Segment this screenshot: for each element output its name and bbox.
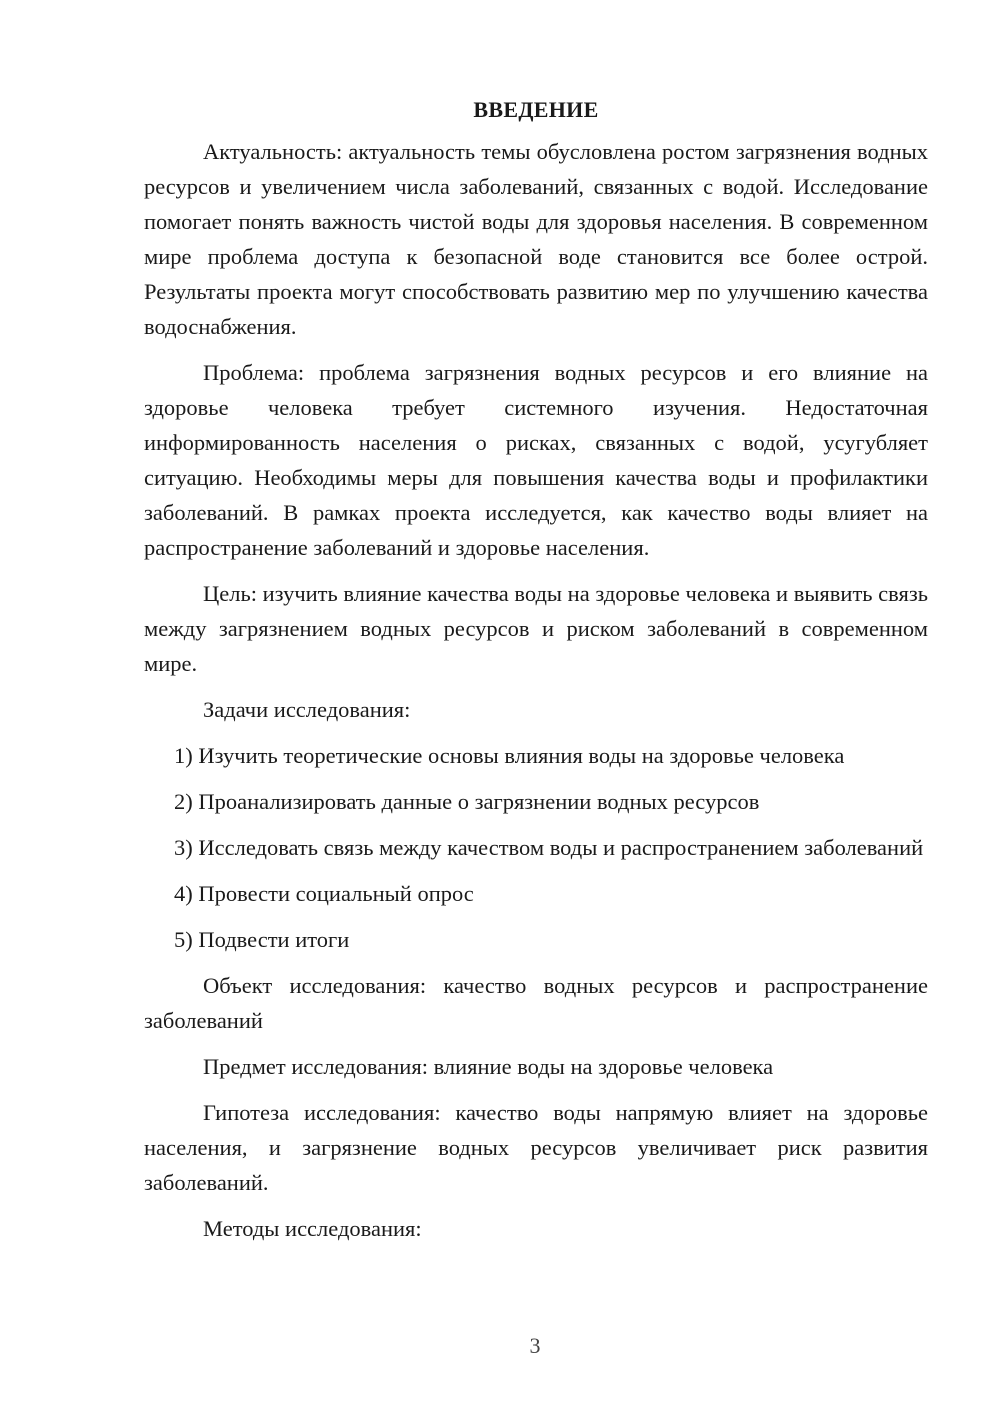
list-item-task-5: 5) Подвести итоги: [174, 927, 350, 952]
list-item-task-4: 4) Провести социальный опрос: [174, 881, 474, 906]
paragraph-relevance: Актуальность: актуальность темы обусловлена ростом загрязнения водных ресурсов и увеличением числа заболеваний, связанных с водой. Исследование помогает понять важность чистой воды для здоровья населения. В современном мире проблема доступа к безопасной воде становится все более острой. Результаты проекта могут способствовать развитию мер по улучшению качества водоснабжения.: [144, 139, 928, 339]
paragraph-goal: Цель: изучить влияние качества воды на здоровье человека и выявить связь между загрязнением водных ресурсов и риском заболеваний в современном мире.: [144, 581, 928, 676]
list-item-task-1: 1) Изучить теоретические основы влияния воды на здоровье человека: [174, 743, 845, 768]
document-body: [144, 92, 928, 1257]
paragraph-tasks-heading: Задачи исследования:: [203, 697, 411, 722]
page-number: 3: [529, 1333, 541, 1358]
paragraph-hypothesis: Гипотеза исследования: качество воды напрямую влияет на здоровье населения, и загрязнение водных ресурсов увеличивает риск развития заболеваний.: [144, 1100, 928, 1195]
list-item-task-3: 3) Исследовать связь между качеством воды и распространением заболеваний: [174, 835, 924, 860]
list-item-task-2: 2) Проанализировать данные о загрязнении водных ресурсов: [174, 789, 760, 814]
paragraph-subject: Предмет исследования: влияние воды на здоровье человека: [203, 1054, 774, 1079]
section-title: ВВЕДЕНИЕ: [473, 97, 599, 122]
paragraph-problem: Проблема: проблема загрязнения водных ресурсов и его влияние на здоровье человека требует системного изучения. Недостаточная информированность населения о рисках, связанных с водой, усугубляет ситуацию. Необходимы меры для повышения качества воды и профилактики заболеваний. В рамках проекта исследуется, как качество воды влияет на распространение заболеваний и здоровье населения.: [144, 360, 928, 560]
paragraph-methods-heading: Методы исследования:: [203, 1216, 422, 1241]
paragraph-object: Объект исследования: качество водных ресурсов и распространение заболеваний: [144, 973, 928, 1033]
